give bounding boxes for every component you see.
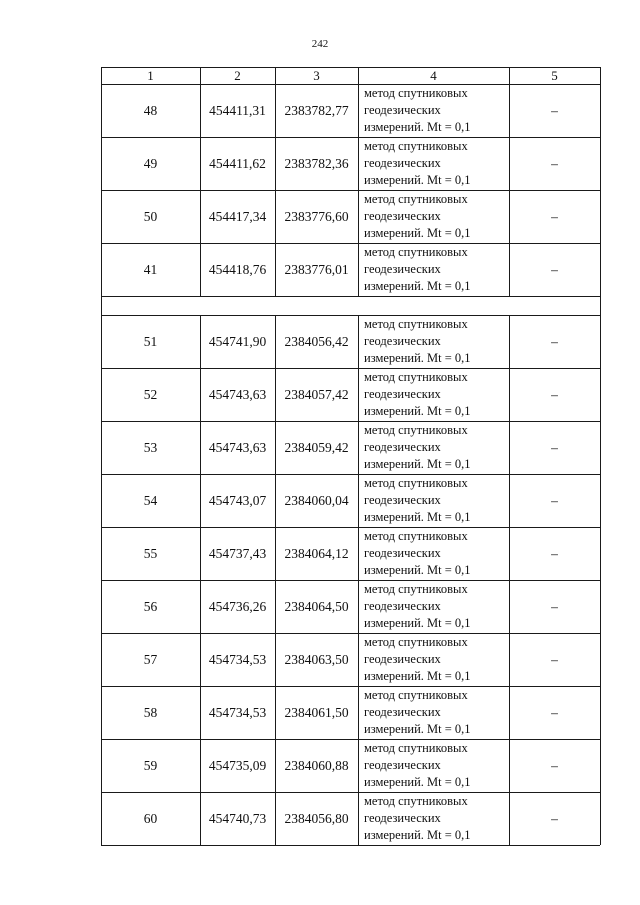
coord-x-cell: 454736,26 [208, 598, 267, 614]
method-line: измерений. Mt = 0,1 [364, 173, 471, 187]
method-line: измерений. Mt = 0,1 [364, 457, 471, 471]
method-line: измерений. Mt = 0,1 [364, 404, 471, 418]
column-header-5: 5 [551, 67, 558, 83]
note-cell: – [551, 598, 558, 614]
method-line: метод спутниковых [364, 317, 468, 331]
method-cell [358, 739, 509, 792]
note-cell: – [551, 261, 558, 277]
coord-x-cell: 454411,31 [209, 102, 266, 118]
note-cell: – [551, 545, 558, 561]
coord-y-cell: 2384057,42 [284, 386, 349, 402]
point-number-cell: 55 [143, 545, 158, 561]
column-header-3: 3 [313, 67, 320, 83]
point-number-cell: 48 [143, 102, 158, 118]
method-line: измерений. Mt = 0,1 [364, 828, 471, 842]
method-line: геодезических [364, 156, 441, 170]
method-line: метод спутниковых [364, 370, 468, 384]
coord-y-cell: 2384060,88 [284, 757, 349, 773]
coord-y-cell: 2383776,60 [284, 208, 349, 224]
point-number-cell: 52 [143, 386, 158, 402]
method-cell [358, 190, 509, 243]
method-cell [358, 686, 509, 739]
method-line: измерений. Mt = 0,1 [364, 120, 471, 134]
method-line: геодезических [364, 387, 441, 401]
method-line: измерений. Mt = 0,1 [364, 279, 471, 293]
method-line: измерений. Mt = 0,1 [364, 775, 471, 789]
method-line: метод спутниковых [364, 529, 468, 543]
note-cell: – [551, 155, 558, 171]
note-cell: – [551, 651, 558, 667]
method-line: геодезических [364, 705, 441, 719]
point-number-cell: 58 [143, 704, 158, 720]
method-line: метод спутниковых [364, 86, 468, 100]
method-line: измерений. Mt = 0,1 [364, 563, 471, 577]
point-number-cell: 57 [143, 651, 158, 667]
method-line: метод спутниковых [364, 688, 468, 702]
column-header-4: 4 [430, 67, 437, 83]
coord-y-cell: 2384061,50 [284, 704, 349, 720]
coord-x-cell: 454740,73 [208, 810, 267, 826]
note-cell: – [551, 757, 558, 773]
point-number-cell: 41 [143, 261, 158, 277]
coord-y-cell: 2383776,01 [284, 261, 349, 277]
method-line: геодезических [364, 493, 441, 507]
coord-x-cell: 454734,53 [208, 651, 267, 667]
method-line: измерений. Mt = 0,1 [364, 722, 471, 736]
coord-y-cell: 2384056,42 [284, 333, 349, 349]
note-cell: – [551, 439, 558, 455]
coord-x-cell: 454743,63 [208, 386, 267, 402]
method-cell [358, 527, 509, 580]
point-number-cell: 51 [143, 333, 158, 349]
coord-x-cell: 454411,62 [209, 155, 266, 171]
method-line: геодезических [364, 758, 441, 772]
coord-y-cell: 2384060,04 [284, 492, 349, 508]
note-cell: – [551, 333, 558, 349]
method-line: метод спутниковых [364, 245, 468, 259]
coord-y-cell: 2384059,42 [284, 439, 349, 455]
coord-x-cell: 454743,07 [208, 492, 267, 508]
method-line: метод спутниковых [364, 139, 468, 153]
point-number-cell: 56 [143, 598, 158, 614]
note-cell: – [551, 492, 558, 508]
coord-x-cell: 454734,53 [208, 704, 267, 720]
method-line: измерений. Mt = 0,1 [364, 616, 471, 630]
note-cell: – [551, 208, 558, 224]
column-header-1: 1 [147, 67, 154, 83]
coord-x-cell: 454743,63 [208, 439, 267, 455]
method-cell [358, 84, 509, 137]
page-number: 242 [311, 38, 329, 50]
method-cell [358, 792, 509, 845]
method-line: геодезических [364, 599, 441, 613]
method-cell [358, 243, 509, 296]
coord-x-cell: 454735,09 [208, 757, 267, 773]
method-cell [358, 580, 509, 633]
coord-y-cell: 2383782,36 [284, 155, 349, 171]
method-line: измерений. Mt = 0,1 [364, 669, 471, 683]
method-line: метод спутниковых [364, 635, 468, 649]
method-line: геодезических [364, 546, 441, 560]
note-cell: – [551, 704, 558, 720]
coord-y-cell: 2384064,12 [284, 545, 349, 561]
method-line: геодезических [364, 440, 441, 454]
column-header-2: 2 [234, 67, 241, 83]
method-line: геодезических [364, 103, 441, 117]
method-cell [358, 474, 509, 527]
method-line: метод спутниковых [364, 741, 468, 755]
method-line: измерений. Mt = 0,1 [364, 510, 471, 524]
note-cell: – [551, 810, 558, 826]
coord-y-cell: 2384063,50 [284, 651, 349, 667]
method-line: метод спутниковых [364, 192, 468, 206]
method-line: метод спутниковых [364, 794, 468, 808]
method-line: геодезических [364, 811, 441, 825]
method-line: измерений. Mt = 0,1 [364, 351, 471, 365]
point-number-cell: 50 [143, 208, 158, 224]
method-cell [358, 137, 509, 190]
coord-y-cell: 2384056,80 [284, 810, 349, 826]
note-cell: – [551, 102, 558, 118]
coord-x-cell: 454741,90 [208, 333, 267, 349]
point-number-cell: 60 [143, 810, 158, 826]
method-cell [358, 633, 509, 686]
method-line: геодезических [364, 262, 441, 276]
method-cell [358, 421, 509, 474]
coord-y-cell: 2384064,50 [284, 598, 349, 614]
method-line: метод спутниковых [364, 423, 468, 437]
point-number-cell: 53 [143, 439, 158, 455]
coord-x-cell: 454418,76 [208, 261, 267, 277]
method-cell [358, 315, 509, 368]
method-cell [358, 368, 509, 421]
coord-x-cell: 454737,43 [208, 545, 267, 561]
point-number-cell: 54 [143, 492, 158, 508]
point-number-cell: 59 [143, 757, 158, 773]
method-line: геодезических [364, 209, 441, 223]
coord-y-cell: 2383782,77 [284, 102, 349, 118]
method-line: метод спутниковых [364, 582, 468, 596]
method-line: метод спутниковых [364, 476, 468, 490]
coord-x-cell: 454417,34 [208, 208, 267, 224]
point-number-cell: 49 [143, 155, 158, 171]
method-line: геодезических [364, 652, 441, 666]
note-cell: – [551, 386, 558, 402]
method-line: измерений. Mt = 0,1 [364, 226, 471, 240]
method-line: геодезических [364, 334, 441, 348]
